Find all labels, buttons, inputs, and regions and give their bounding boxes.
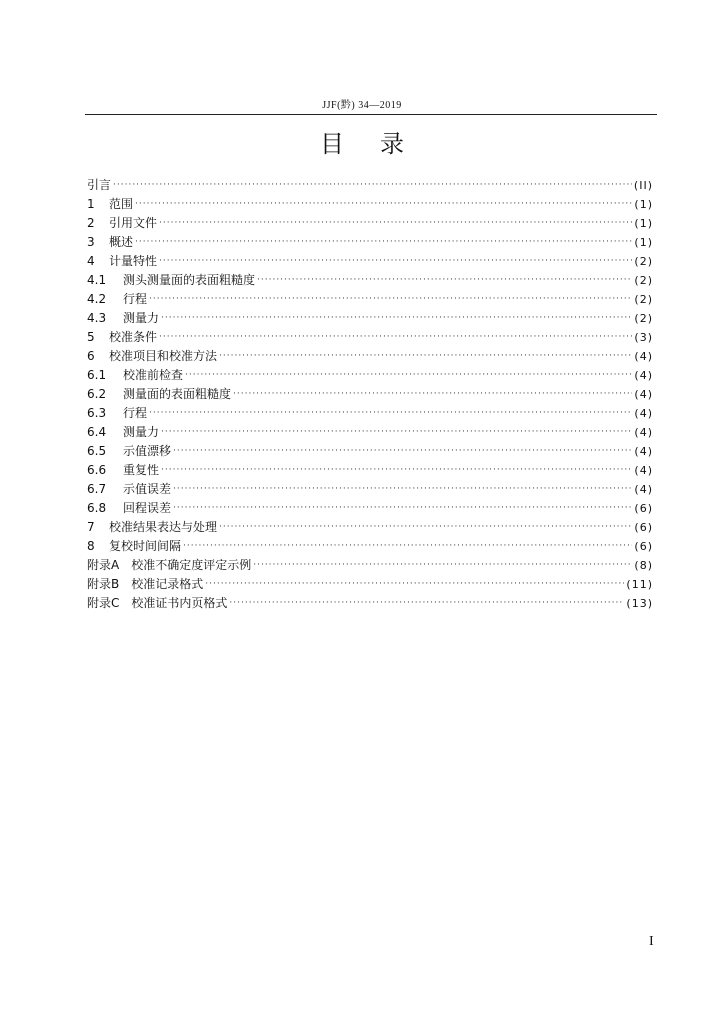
toc-entry-number: 4.2 bbox=[87, 292, 107, 306]
toc-entry-title: 测量力 bbox=[123, 425, 160, 439]
toc-entry-title: 示值漂移 bbox=[123, 444, 172, 458]
toc-entry-page: (6) bbox=[634, 540, 653, 553]
toc-dot-leader bbox=[229, 594, 624, 613]
toc-dot-leader bbox=[219, 347, 632, 366]
toc-entry-title: 校准记录格式 bbox=[131, 577, 204, 591]
toc-entry-number: 6.6 bbox=[87, 463, 107, 477]
toc-entry-page: (4) bbox=[634, 445, 653, 458]
page-header-code: JJF(黔) 34—2019 bbox=[322, 100, 402, 111]
toc-entry-title: 校准项目和校准方法 bbox=[109, 349, 218, 363]
toc-dot-leader bbox=[161, 423, 632, 442]
toc-dot-leader bbox=[135, 195, 632, 214]
toc-entry[interactable] bbox=[87, 252, 653, 271]
toc-entry-page: (4) bbox=[634, 407, 653, 420]
toc-entry-number: 6.1 bbox=[87, 368, 107, 382]
toc-entry-title: 校准不确定度评定示例 bbox=[131, 558, 252, 572]
toc-entry-number: 6 bbox=[87, 349, 95, 363]
toc-dot-leader bbox=[257, 271, 632, 290]
page-title: 目录 bbox=[320, 130, 440, 158]
toc-entry-title: 引用文件 bbox=[109, 216, 158, 230]
toc-entry-page: (4) bbox=[634, 350, 653, 363]
toc-dot-leader bbox=[173, 442, 632, 461]
toc-dot-leader bbox=[149, 404, 632, 423]
toc-entry-number: 3 bbox=[87, 235, 95, 249]
toc-entry[interactable] bbox=[87, 423, 653, 442]
toc-entry-number: 6.8 bbox=[87, 501, 107, 515]
toc-entry[interactable] bbox=[87, 271, 653, 290]
toc-entry[interactable] bbox=[87, 518, 653, 537]
toc-entry[interactable] bbox=[87, 233, 653, 252]
toc-dot-leader bbox=[183, 537, 632, 556]
page-number: I bbox=[649, 934, 654, 949]
toc-entry-number: 6.3 bbox=[87, 406, 107, 420]
toc-entry-title: 计量特性 bbox=[109, 254, 158, 268]
table-of-contents bbox=[87, 176, 653, 613]
toc-entry-number: 附录A bbox=[87, 558, 120, 572]
toc-entry[interactable] bbox=[87, 480, 653, 499]
toc-dot-leader bbox=[161, 309, 632, 328]
toc-entry-page: (11) bbox=[626, 578, 653, 591]
toc-entry-page: (2) bbox=[634, 293, 653, 306]
toc-entry-number: 5 bbox=[87, 330, 95, 344]
toc-entry[interactable] bbox=[87, 366, 653, 385]
toc-entry-page: (6) bbox=[634, 502, 653, 515]
toc-dot-leader bbox=[159, 328, 632, 347]
toc-dot-leader bbox=[185, 366, 632, 385]
toc-entry-page: (1) bbox=[634, 217, 653, 230]
toc-entry-page: (1) bbox=[634, 198, 653, 211]
toc-entry-page: (4) bbox=[634, 388, 653, 401]
toc-entry-page: (2) bbox=[634, 274, 653, 287]
toc-entry-page: (4) bbox=[634, 426, 653, 439]
toc-entry-number: 1 bbox=[87, 197, 95, 211]
toc-entry-page: (II) bbox=[633, 179, 653, 192]
toc-dot-leader bbox=[233, 385, 632, 404]
toc-dot-leader bbox=[173, 480, 632, 499]
toc-dot-leader bbox=[173, 499, 632, 518]
toc-entry[interactable] bbox=[87, 347, 653, 366]
toc-entry-title: 校准前检查 bbox=[123, 368, 184, 382]
toc-entry-title: 校准条件 bbox=[109, 330, 158, 344]
toc-dot-leader bbox=[149, 290, 632, 309]
toc-entry[interactable] bbox=[87, 575, 653, 594]
toc-entry[interactable] bbox=[87, 328, 653, 347]
toc-entry-page: (4) bbox=[634, 464, 653, 477]
toc-entry-number: 附录C bbox=[87, 596, 120, 610]
toc-dot-leader bbox=[253, 556, 632, 575]
toc-entry[interactable] bbox=[87, 176, 653, 195]
toc-entry-number: 附录B bbox=[87, 577, 120, 591]
toc-entry-title: 重复性 bbox=[123, 463, 160, 477]
toc-entry-number: 6.2 bbox=[87, 387, 107, 401]
toc-entry[interactable] bbox=[87, 499, 653, 518]
toc-entry[interactable] bbox=[87, 537, 653, 556]
toc-entry-title: 校准证书内页格式 bbox=[131, 596, 228, 610]
toc-entry[interactable] bbox=[87, 461, 653, 480]
toc-entry-number: 4.1 bbox=[87, 273, 107, 287]
toc-dot-leader bbox=[159, 252, 632, 271]
toc-entry-page: (13) bbox=[626, 597, 653, 610]
toc-entry[interactable] bbox=[87, 309, 653, 328]
toc-entry-title: 行程 bbox=[123, 406, 148, 420]
toc-dot-leader bbox=[161, 461, 632, 480]
toc-entry-number: 8 bbox=[87, 539, 95, 553]
toc-entry-title: 行程 bbox=[123, 292, 148, 306]
toc-entry[interactable] bbox=[87, 556, 653, 575]
toc-entry-title: 概述 bbox=[109, 235, 134, 249]
toc-entry-page: (2) bbox=[634, 312, 653, 325]
toc-entry-page: (1) bbox=[634, 236, 653, 249]
toc-entry-title: 测量面的表面粗糙度 bbox=[123, 387, 232, 401]
toc-entry-page: (8) bbox=[634, 559, 653, 572]
toc-entry[interactable] bbox=[87, 404, 653, 423]
toc-entry-title: 回程误差 bbox=[123, 501, 172, 515]
toc-entry-title: 测量力 bbox=[123, 311, 160, 325]
toc-entry-page: (4) bbox=[634, 483, 653, 496]
toc-dot-leader bbox=[135, 233, 632, 252]
toc-entry-title: 示值误差 bbox=[123, 482, 172, 496]
toc-dot-leader bbox=[159, 214, 632, 233]
toc-entry-title: 复校时间间隔 bbox=[109, 539, 182, 553]
toc-entry-number: 2 bbox=[87, 216, 95, 230]
header-rule bbox=[85, 114, 657, 115]
toc-entry-page: (6) bbox=[634, 521, 653, 534]
toc-entry[interactable] bbox=[87, 385, 653, 404]
toc-entry-number: 6.4 bbox=[87, 425, 107, 439]
toc-entry-number: 7 bbox=[87, 520, 95, 534]
toc-entry-page: (3) bbox=[634, 331, 653, 344]
toc-entry-page: (4) bbox=[634, 369, 653, 382]
toc-entry[interactable] bbox=[87, 214, 653, 233]
toc-dot-leader bbox=[205, 575, 624, 594]
toc-entry[interactable] bbox=[87, 290, 653, 309]
toc-entry-number: 6.5 bbox=[87, 444, 107, 458]
toc-entry-title: 引言 bbox=[87, 178, 112, 192]
toc-entry-number: 4 bbox=[87, 254, 95, 268]
toc-entry[interactable] bbox=[87, 442, 653, 461]
toc-entry-page: (2) bbox=[634, 255, 653, 268]
toc-entry[interactable] bbox=[87, 594, 653, 613]
toc-dot-leader bbox=[219, 518, 632, 537]
toc-dot-leader bbox=[113, 176, 632, 195]
toc-entry-number: 4.3 bbox=[87, 311, 107, 325]
toc-entry-number: 6.7 bbox=[87, 482, 107, 496]
toc-entry-title: 校准结果表达与处理 bbox=[109, 520, 218, 534]
toc-entry[interactable] bbox=[87, 195, 653, 214]
toc-entry-title: 测头测量面的表面粗糙度 bbox=[123, 273, 256, 287]
toc-entry-title: 范围 bbox=[109, 197, 134, 211]
